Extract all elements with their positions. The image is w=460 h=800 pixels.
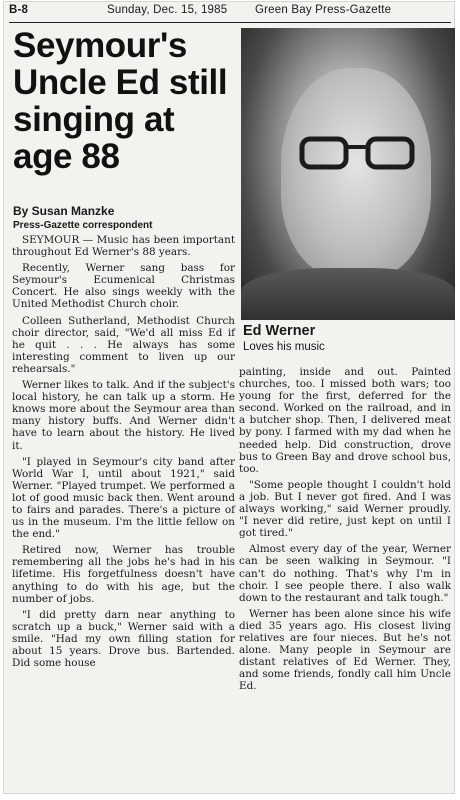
face-shape [281, 68, 431, 278]
paragraph: Werner has been alone since his wife died 35 years ago. His closest living relatives are four nieces. But he's not alone. Many people in Seymour are distant relatives of Ed Werner. They, and some friends, fondly call him Uncle Ed. [239, 607, 451, 693]
shoulders-shape [241, 268, 455, 320]
page-number: B-8 [9, 4, 29, 16]
photo-caption-subtitle: Loves his music [243, 341, 325, 353]
paragraph: "I did pretty darn near anything to scratch up a buck," Werner said with a smile. "Had my own filling station for about 15 years. Drove bus. Bartended. Did some house [12, 608, 235, 670]
paragraph: Recently, Werner sang bass for Seymour's Ecumenical Christmas Concert. He also sings weekly with the United Methodist Church choir. [12, 262, 235, 311]
paragraph: Almost every day of the year, Werner can be seen walking in Seymour. "I can't do nothing. That's why I'm in choir. I see people there. I also walk down to the restaurant and talk tough." [239, 543, 451, 604]
masthead [9, 4, 449, 20]
paragraph: SEYMOUR — Music has been important throughout Ed Werner's 88 years. [12, 234, 235, 259]
article-column-1 [12, 234, 235, 673]
issue-date: Sunday, Dec. 15, 1985 [107, 4, 228, 16]
byline: By Susan Manzke [13, 204, 115, 218]
paragraph: "I played in Seymour's city band after World War I, until about 1921," said Werner. "Played trumpet. We performed a lot of good music back then. Went around to fairs and parades. There's a picture of us in the museum. I'm the little fellow on the end." [12, 455, 235, 541]
portrait-photo [241, 28, 455, 320]
newspaper-clipping [3, 1, 455, 794]
author-role: Press-Gazette correspondent [13, 220, 153, 231]
paragraph: Retired now, Werner has trouble remembering all the jobs he's had in his lifetime. His forgetfulness doesn't have anything to do with his age, but the number of jobs. [12, 544, 235, 605]
paragraph: "Some people thought I couldn't hold a job. But I never got fired. And I was always working," said Werner proudly. "I never did retire, just kept on until I got tired." [239, 478, 451, 540]
photo-caption-name: Ed Werner [243, 323, 316, 339]
paragraph: Werner likes to talk. And if the subject's local history, he can talk up a storm. He knows more about the Seymour area than many history buffs. And Werner didn't have to learn about the history. He lived it. [12, 379, 235, 452]
glasses-icon [296, 133, 420, 173]
headline: Seymour's Uncle Ed still singing at age 88 [13, 26, 228, 176]
paragraph: painting, inside and out. Painted churches, too. I missed both wars; too young for the first, deferred for the second. Worked on the railroad, and in a butcher shop. Then, I delivered meat by pony. I farmed with my dad when he needed help. Did construction, drove bus to Green Bay and drove school bus, too. [239, 366, 451, 475]
masthead-rule [9, 22, 451, 23]
newspaper-name: Green Bay Press-Gazette [255, 4, 392, 16]
paragraph: Colleen Sutherland, Methodist Church choir director, said, "We'd all miss Ed if he quit . . . He always has some interesting comment to liven up our rehearsals." [12, 314, 235, 375]
article-column-2 [239, 366, 451, 696]
